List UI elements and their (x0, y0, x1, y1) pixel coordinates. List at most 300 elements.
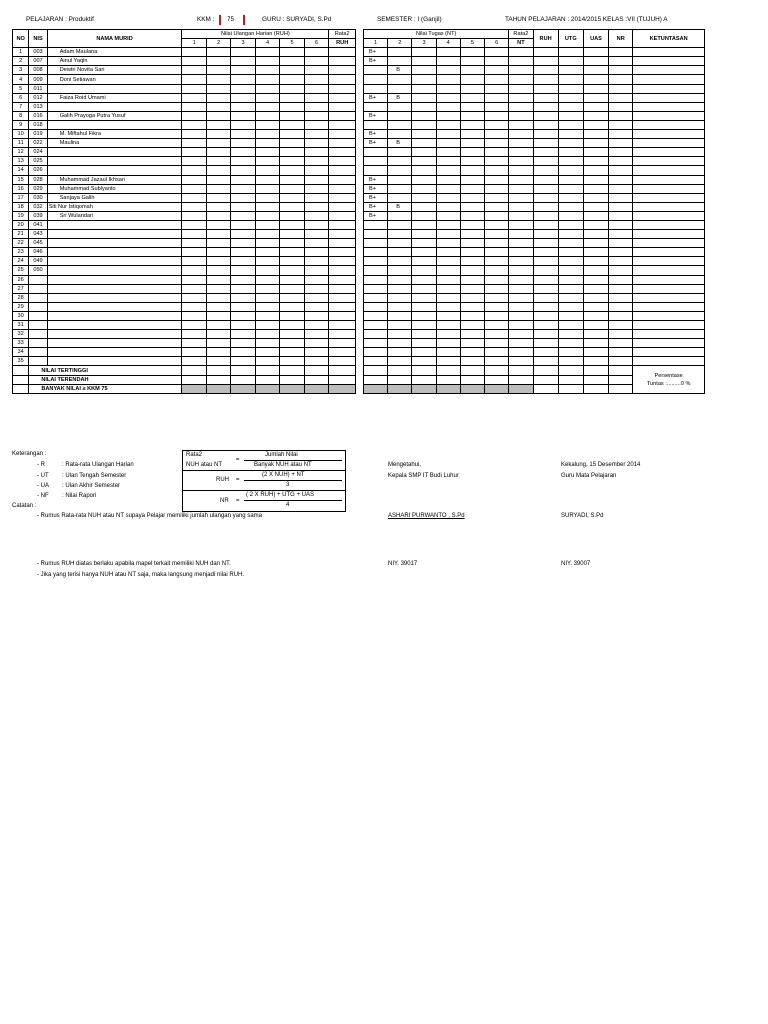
grade-cell (329, 302, 356, 311)
legend-desc-2: : Ulan Tengah Semester (62, 473, 127, 479)
grade-cell (255, 239, 279, 248)
grade-cell (509, 175, 533, 184)
grade-cell (509, 157, 533, 166)
grade-cell (304, 120, 329, 129)
grade-cell (436, 330, 460, 339)
grade-cell (558, 211, 583, 220)
grade-cell (280, 166, 304, 175)
grade-cell (460, 120, 484, 129)
grade-cell (329, 220, 356, 229)
task-grade-2 (388, 57, 412, 66)
grade-cell (436, 339, 460, 348)
grade-cell (509, 48, 533, 57)
task-grade-2 (388, 75, 412, 84)
task-grade-1 (364, 311, 388, 320)
grade-cell (609, 184, 633, 193)
table-row (13, 275, 356, 284)
grade-cell (304, 293, 329, 302)
grade-cell (633, 139, 705, 148)
grade-cell (460, 348, 484, 357)
grade-cell (231, 321, 255, 330)
table-row (13, 230, 356, 239)
grade-cell (304, 175, 329, 184)
grade-cell (255, 102, 279, 111)
table-row (364, 284, 705, 293)
grade-cell (280, 348, 304, 357)
grade-cell (280, 102, 304, 111)
table-row (13, 148, 356, 157)
header-ruh-1: 1 (182, 39, 206, 48)
grade-cell (633, 66, 705, 75)
grade-cell (329, 166, 356, 175)
header-nt-1: 1 (364, 39, 388, 48)
grade-cell (280, 339, 304, 348)
grade-cell (583, 84, 608, 93)
table-row (13, 130, 356, 139)
summary-cell (485, 366, 509, 375)
row-no: 17 (13, 193, 29, 202)
grade-cell (609, 130, 633, 139)
grade-cell (231, 148, 255, 157)
header-nt-2: 2 (388, 39, 412, 48)
grade-cell (255, 266, 279, 275)
grade-cell (583, 120, 608, 129)
grade-cell (182, 311, 206, 320)
signature-left-label2: Kepala SMP IT Budi Luhur (388, 473, 459, 479)
row-no: 32 (13, 330, 29, 339)
grade-cell (633, 266, 705, 275)
grade-cell (436, 230, 460, 239)
table-row (13, 321, 356, 330)
grade-cell (436, 220, 460, 229)
grade-cell (231, 302, 255, 311)
grade-cell (280, 139, 304, 148)
grade-cell (206, 157, 230, 166)
summary-cell (609, 375, 633, 384)
summary-cell (206, 375, 230, 384)
summary-count-kkm: BANYAK NILAI ≥ KKM 75 (29, 384, 182, 393)
grade-cell (583, 275, 608, 284)
grade-cell (412, 120, 436, 129)
grade-cell (436, 57, 460, 66)
task-grade-2 (388, 248, 412, 257)
summary-cell (364, 366, 388, 375)
grade-cell (280, 175, 304, 184)
grade-cell (304, 139, 329, 148)
grade-cell (231, 275, 255, 284)
grade-cell (304, 111, 329, 120)
row-no: 5 (13, 84, 29, 93)
formula1-equals: = (236, 457, 240, 463)
grade-cell (533, 157, 558, 166)
grade-cell (558, 57, 583, 66)
grade-cell (231, 248, 255, 257)
signature-right-niy: NIY. 39007 (561, 561, 591, 567)
grade-cell (329, 284, 356, 293)
summary-cell (206, 366, 230, 375)
grade-cell (509, 120, 533, 129)
grade-cell (509, 66, 533, 75)
teacher-label: GURU : SURYADI, S.Pd (262, 16, 332, 23)
row-nis (29, 293, 47, 302)
task-grade-2 (388, 239, 412, 248)
grade-cell (633, 293, 705, 302)
ruh-table (12, 29, 356, 394)
task-grade-1 (364, 75, 388, 84)
grade-cell (633, 102, 705, 111)
grade-cell (533, 184, 558, 193)
table-row (13, 248, 356, 257)
table-row (13, 348, 356, 357)
grade-cell (255, 357, 279, 366)
grade-cell (255, 93, 279, 102)
grade-cell (633, 348, 705, 357)
grade-cell (583, 48, 608, 57)
grade-cell (329, 157, 356, 166)
grade-cell (633, 57, 705, 66)
task-grade-1: B+ (364, 184, 388, 193)
task-grade-2 (388, 166, 412, 175)
grade-cell (460, 93, 484, 102)
task-grade-2 (388, 230, 412, 239)
task-grade-2: B (388, 139, 412, 148)
grade-cell (329, 293, 356, 302)
summary-cell (231, 375, 255, 384)
grade-cell (231, 102, 255, 111)
grade-cell (533, 257, 558, 266)
grade-cell (436, 284, 460, 293)
grade-cell (436, 120, 460, 129)
summary-cell (485, 384, 509, 393)
row-name (47, 284, 182, 293)
grade-cell (304, 57, 329, 66)
table-row (13, 193, 356, 202)
grade-cell (633, 175, 705, 184)
grade-cell (255, 321, 279, 330)
grade-cell (231, 311, 255, 320)
grade-cell (280, 66, 304, 75)
grade-cell (509, 193, 533, 202)
grade-cell (609, 111, 633, 120)
table-row (364, 339, 705, 348)
grade-cell (231, 220, 255, 229)
grade-cell (280, 75, 304, 84)
grade-cell (633, 330, 705, 339)
grade-cell (609, 284, 633, 293)
grade-cell (533, 302, 558, 311)
table-row (364, 230, 705, 239)
grade-cell (436, 311, 460, 320)
grade-cell (255, 348, 279, 357)
summary-cell (231, 384, 255, 393)
grade-cell (609, 257, 633, 266)
grade-cell (509, 248, 533, 257)
grade-cell (412, 348, 436, 357)
grade-cell (485, 311, 509, 320)
table-row (13, 57, 356, 66)
grade-cell (329, 230, 356, 239)
grade-cell (558, 284, 583, 293)
header-nt-6: 6 (485, 39, 509, 48)
row-nis: 045 (29, 239, 47, 248)
task-grade-2 (388, 293, 412, 302)
header-ketuntasan: KETUNTASAN (633, 30, 705, 48)
semester-label: SEMESTER : I (Ganjil) (377, 16, 442, 23)
row-no: 1 (13, 48, 29, 57)
row-name (47, 157, 182, 166)
grade-cell (485, 75, 509, 84)
row-nis: 003 (29, 48, 47, 57)
persentase-cell (633, 366, 705, 393)
row-no: 35 (13, 357, 29, 366)
row-no: 11 (13, 139, 29, 148)
row-no: 21 (13, 230, 29, 239)
grade-cell (304, 330, 329, 339)
grade-cell (509, 202, 533, 211)
grade-cell (182, 284, 206, 293)
grade-cell (436, 84, 460, 93)
grade-cell (206, 211, 230, 220)
grade-cell (436, 166, 460, 175)
grade-cell (304, 257, 329, 266)
grade-cell (460, 284, 484, 293)
row-nis: 019 (29, 130, 47, 139)
grade-cell (255, 230, 279, 239)
grade-cell (485, 348, 509, 357)
grade-cell (206, 202, 230, 211)
header-ruh: RUH (329, 39, 356, 48)
grade-cell (231, 175, 255, 184)
grade-cell (329, 184, 356, 193)
summary-cell (609, 384, 633, 393)
table-row (364, 348, 705, 357)
grade-cell (304, 202, 329, 211)
summary-cell (533, 366, 558, 375)
task-grade-2 (388, 193, 412, 202)
grade-cell (304, 75, 329, 84)
grade-cell (182, 193, 206, 202)
grade-cell (485, 48, 509, 57)
grade-cell (633, 193, 705, 202)
task-grade-1: B+ (364, 211, 388, 220)
grade-cell (558, 348, 583, 357)
formula2-equals: = (236, 477, 240, 483)
task-grade-1 (364, 166, 388, 175)
table-row (364, 157, 705, 166)
summary-highest: NILAI TERTINGGI (29, 366, 182, 375)
grade-cell (329, 102, 356, 111)
grade-cell (558, 266, 583, 275)
grade-cell (583, 175, 608, 184)
table-row (364, 357, 705, 366)
table-row (13, 48, 356, 57)
row-nis: 018 (29, 120, 47, 129)
grade-cell (583, 321, 608, 330)
kkm-right-marker (243, 15, 245, 25)
grade-cell (436, 130, 460, 139)
summary-cell (412, 375, 436, 384)
row-name: Dewtri Novita Sari (47, 66, 182, 75)
grade-cell (558, 148, 583, 157)
header-ruh-3: 3 (231, 39, 255, 48)
grade-cell (206, 175, 230, 184)
grade-cell (509, 321, 533, 330)
row-no: 20 (13, 220, 29, 229)
summary-row (13, 384, 356, 393)
grade-cell (436, 102, 460, 111)
summary-cell (304, 366, 329, 375)
summary-cell (182, 384, 206, 393)
grade-cell (255, 257, 279, 266)
grade-cell (304, 266, 329, 275)
grade-cell (182, 84, 206, 93)
table-row (13, 311, 356, 320)
grade-cell (182, 75, 206, 84)
grade-cell (583, 257, 608, 266)
row-name: M. Miftahul Fikra (47, 130, 182, 139)
grade-cell (412, 139, 436, 148)
grade-cell (436, 193, 460, 202)
grade-cell (182, 339, 206, 348)
grade-cell (633, 48, 705, 57)
grade-cell (460, 139, 484, 148)
table-row (13, 139, 356, 148)
row-nis: 030 (29, 193, 47, 202)
grade-cell (609, 211, 633, 220)
grade-cell (609, 102, 633, 111)
task-grade-2 (388, 48, 412, 57)
kkm-label: KKM : (197, 16, 215, 23)
header-ruh-group: Nilai Ulangan Harian (RUH) (182, 30, 329, 39)
summary-cell (388, 384, 412, 393)
grade-cell (412, 257, 436, 266)
row-nis: 025 (29, 157, 47, 166)
grade-cell (255, 339, 279, 348)
task-grade-2 (388, 311, 412, 320)
header-no: NO (13, 30, 29, 48)
grade-cell (329, 66, 356, 75)
grade-cell (304, 348, 329, 357)
grade-cell (436, 211, 460, 220)
summary-cell (364, 384, 388, 393)
grade-cell (182, 220, 206, 229)
grade-cell (583, 93, 608, 102)
grade-cell (485, 139, 509, 148)
grade-cell (304, 157, 329, 166)
grade-cell (485, 220, 509, 229)
grade-cell (609, 75, 633, 84)
summary-cell (280, 366, 304, 375)
grade-cell (329, 357, 356, 366)
grade-cell (206, 266, 230, 275)
signature-left-label1: Mengetahui, (388, 462, 422, 468)
row-nis: 046 (29, 248, 47, 257)
header-nt-4: 4 (436, 39, 460, 48)
table-row (13, 211, 356, 220)
summary-cell (533, 375, 558, 384)
grade-cell (558, 175, 583, 184)
grade-cell (255, 57, 279, 66)
grade-cell (182, 166, 206, 175)
summary-cell (255, 384, 279, 393)
table-row (364, 175, 705, 184)
header-tugas-group: Nilai Tugas (NT) (364, 30, 509, 39)
grade-cell (460, 339, 484, 348)
grade-cell (558, 220, 583, 229)
grade-cell (533, 266, 558, 275)
grade-cell (412, 102, 436, 111)
grade-cell (460, 48, 484, 57)
row-nis: 008 (29, 66, 47, 75)
grade-cell (609, 239, 633, 248)
grade-cell (609, 330, 633, 339)
formula3-denominator: 4 (286, 502, 290, 508)
summary-cell (412, 384, 436, 393)
grade-cell (280, 357, 304, 366)
grade-cell (533, 348, 558, 357)
grade-cell (583, 193, 608, 202)
row-name (47, 293, 182, 302)
signature-left-niy: NIY. 39017 (388, 561, 418, 567)
row-nis: 009 (29, 75, 47, 84)
formula3-numerator: ( 2 X RUH) + UTG + UAS (246, 492, 315, 498)
grade-cell (206, 257, 230, 266)
row-name: Adam Maulana (47, 48, 182, 57)
grade-cell (206, 311, 230, 320)
row-no: 12 (13, 148, 29, 157)
grade-cell (460, 130, 484, 139)
task-grade-1: B+ (364, 57, 388, 66)
grade-cell (533, 48, 558, 57)
grade-cell (412, 84, 436, 93)
grade-cell (558, 321, 583, 330)
task-grade-1 (364, 257, 388, 266)
row-name (47, 348, 182, 357)
row-name: Muhammad Jazaul Ikhsan (47, 175, 182, 184)
grade-cell (485, 66, 509, 75)
grade-cell (583, 139, 608, 148)
grade-cell (436, 75, 460, 84)
row-no: 13 (13, 157, 29, 166)
grade-cell (558, 257, 583, 266)
grade-cell (182, 120, 206, 129)
grade-cell (304, 130, 329, 139)
task-grade-2 (388, 302, 412, 311)
summary-cell (206, 384, 230, 393)
grade-cell (460, 220, 484, 229)
grade-cell (460, 166, 484, 175)
grade-cell (182, 111, 206, 120)
grade-cell (412, 193, 436, 202)
table-row (13, 102, 356, 111)
row-nis: 028 (29, 175, 47, 184)
row-name (47, 166, 182, 175)
grade-cell (206, 302, 230, 311)
table-row (364, 120, 705, 129)
table-row (364, 257, 705, 266)
grade-cell (329, 339, 356, 348)
table-row (13, 175, 356, 184)
grade-cell (485, 175, 509, 184)
grade-cell (280, 284, 304, 293)
grade-cell (533, 230, 558, 239)
table-row (364, 293, 705, 302)
grade-cell (633, 157, 705, 166)
grade-cell (412, 66, 436, 75)
note-1: - Rumus Rata-rata NUH atau NT supaya Pelajar memiliki jumlah ulangan yang sama (37, 513, 262, 519)
task-grade-1 (364, 248, 388, 257)
grade-cell (609, 93, 633, 102)
